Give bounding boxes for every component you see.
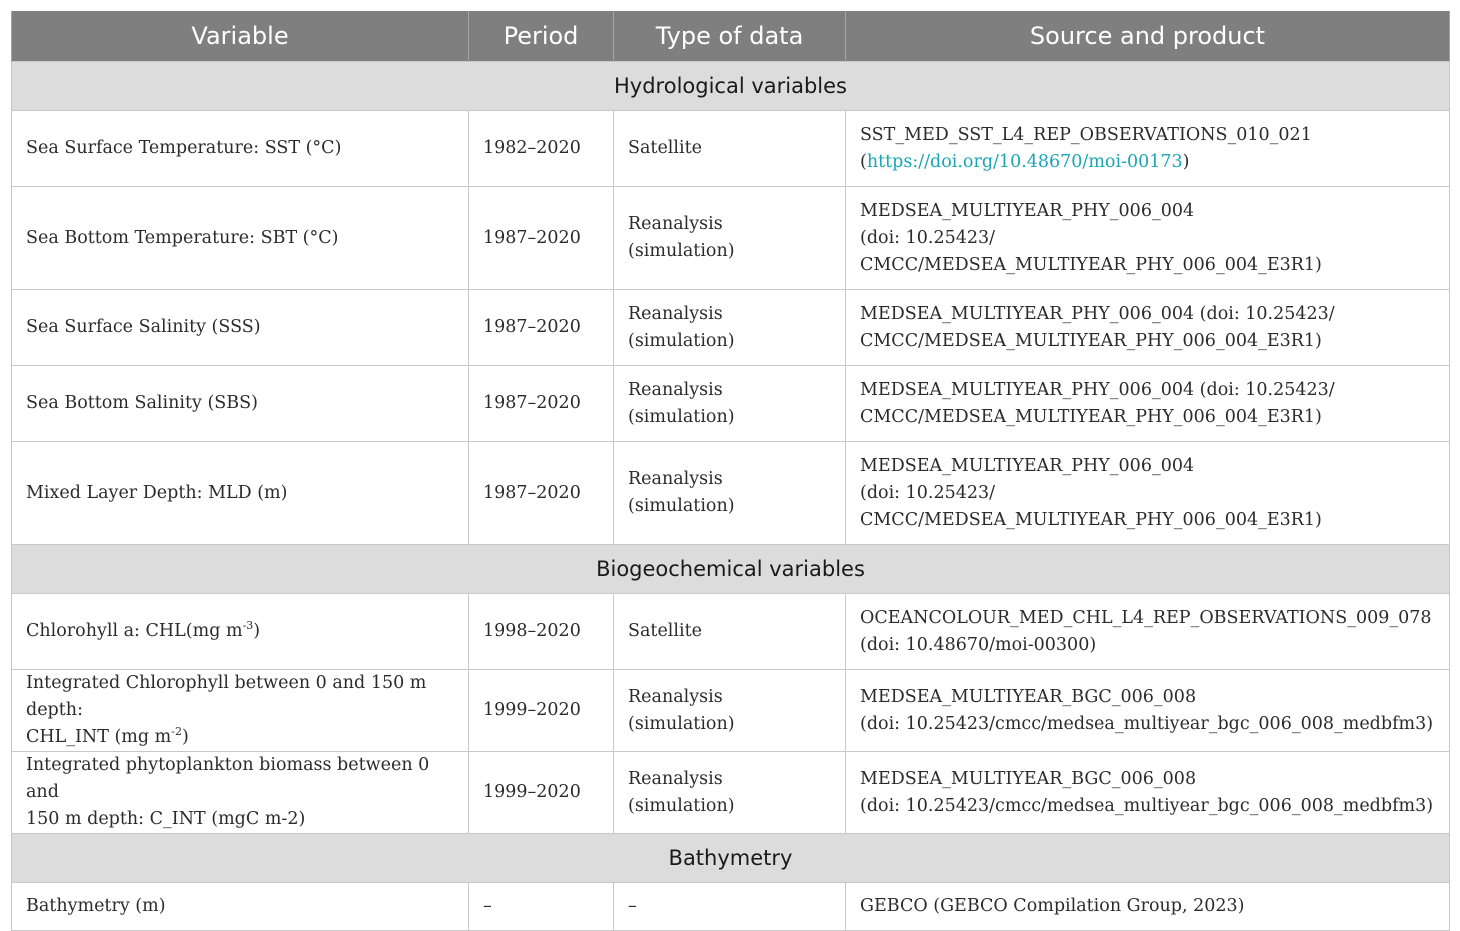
source-line: OCEANCOLOUR_MED_CHL_L4_REP_OBSERVATIONS_009_078	[860, 607, 1432, 628]
type-cell: Reanalysis (simulation)	[614, 187, 846, 290]
header-source-and-product: Source and product	[846, 11, 1450, 62]
section-title: Biogeochemical variables	[12, 545, 1450, 594]
source-line: MEDSEA_MULTIYEAR_BGC_006_008	[860, 768, 1197, 789]
section-row-biogeochemical	[12, 545, 1450, 594]
header-row	[12, 11, 1450, 62]
type-cell: Reanalysis (simulation)	[614, 366, 846, 442]
variable-text-end: )	[253, 621, 261, 641]
source-line: CMCC/MEDSEA_MULTIYEAR_PHY_006_004_E3R1)	[860, 509, 1322, 530]
source-line: (doi: 10.25423/cmcc/medsea_multiyear_bgc_006_008_medbfm3)	[860, 713, 1434, 734]
table-row	[12, 594, 1450, 670]
data-sources-table	[11, 11, 1450, 931]
period-cell: 1987–2020	[469, 290, 614, 366]
period-cell: 1987–2020	[469, 187, 614, 290]
source-cell	[846, 187, 1450, 290]
header-period: Period	[469, 11, 614, 62]
period-cell: 1987–2020	[469, 442, 614, 545]
variable-text: CHL_INT (mg m	[26, 727, 172, 747]
source-line	[860, 149, 1437, 176]
period-cell: –	[469, 883, 614, 931]
table-row	[12, 670, 1450, 752]
variable-line	[26, 724, 456, 751]
variable-cell	[12, 594, 469, 670]
section-row-bathymetry	[12, 834, 1450, 883]
unit-exponent: -3	[242, 619, 254, 633]
source-line: MEDSEA_MULTIYEAR_PHY_006_004 (doi: 10.25423/	[860, 303, 1335, 324]
source-line: CMCC/MEDSEA_MULTIYEAR_PHY_006_004_E3R1)	[860, 406, 1322, 427]
source-cell	[846, 290, 1450, 366]
doi-link[interactable]: https://doi.org/10.48670/moi-00173	[866, 151, 1183, 172]
variable-line: Integrated phytoplankton biomass between 0 and	[26, 755, 430, 802]
header-variable: Variable	[12, 11, 469, 62]
type-cell: Satellite	[614, 594, 846, 670]
source-cell	[846, 670, 1450, 752]
period-cell: 1987–2020	[469, 366, 614, 442]
variable-cell: Sea Surface Temperature: SST (°C)	[12, 111, 469, 187]
source-line: MEDSEA_MULTIYEAR_PHY_006_004	[860, 455, 1195, 476]
section-title: Bathymetry	[12, 834, 1450, 883]
type-cell: –	[614, 883, 846, 931]
variable-line: Integrated Chlorophyll between 0 and 150 m depth:	[26, 673, 427, 720]
variable-cell	[12, 670, 469, 752]
data-sources-table-container	[11, 11, 1449, 931]
period-cell: 1982–2020	[469, 111, 614, 187]
table-row	[12, 111, 1450, 187]
period-cell: 1999–2020	[469, 670, 614, 752]
source-line: MEDSEA_MULTIYEAR_PHY_006_004 (doi: 10.25423/	[860, 379, 1335, 400]
period-cell: 1998–2020	[469, 594, 614, 670]
variable-cell: Sea Bottom Salinity (SBS)	[12, 366, 469, 442]
variable-text-end: )	[181, 727, 189, 747]
source-line: (doi: 10.48670/moi-00300)	[860, 634, 1097, 655]
type-cell: Reanalysis (simulation)	[614, 290, 846, 366]
variable-cell: Mixed Layer Depth: MLD (m)	[12, 442, 469, 545]
section-title: Hydrological variables	[12, 62, 1450, 111]
source-cell	[846, 366, 1450, 442]
table-header	[12, 11, 1450, 62]
source-line: (doi: 10.25423/	[860, 482, 996, 503]
variable-cell: Sea Surface Salinity (SSS)	[12, 290, 469, 366]
source-line: (doi: 10.25423/	[860, 227, 996, 248]
source-cell	[846, 883, 1450, 931]
source-line: GEBCO (GEBCO Compilation Group, 2023)	[860, 896, 1245, 916]
source-cell	[846, 752, 1450, 834]
table-row	[12, 442, 1450, 545]
paren-open: (	[860, 151, 867, 172]
table-row	[12, 883, 1450, 931]
source-line: (doi: 10.25423/cmcc/medsea_multiyear_bgc_006_008_medbfm3)	[860, 795, 1434, 816]
source-line: CMCC/MEDSEA_MULTIYEAR_PHY_006_004_E3R1)	[860, 330, 1322, 351]
source-cell	[846, 594, 1450, 670]
type-cell: Satellite	[614, 111, 846, 187]
source-line: CMCC/MEDSEA_MULTIYEAR_PHY_006_004_E3R1)	[860, 254, 1322, 275]
type-cell: Reanalysis (simulation)	[614, 442, 846, 545]
table-body	[12, 62, 1450, 931]
source-cell	[846, 111, 1450, 187]
variable-text: Chlorohyll a: CHL(mg m	[26, 621, 243, 641]
variable-cell: Bathymetry (m)	[12, 883, 469, 931]
table-row	[12, 290, 1450, 366]
source-line: MEDSEA_MULTIYEAR_PHY_006_004	[860, 200, 1195, 221]
source-line: MEDSEA_MULTIYEAR_BGC_006_008	[860, 686, 1197, 707]
variable-cell	[12, 752, 469, 834]
table-row	[12, 752, 1450, 834]
table-row	[12, 187, 1450, 290]
unit-exponent: -2	[171, 725, 182, 739]
header-type-of-data: Type of data	[614, 11, 846, 62]
type-cell: Reanalysis (simulation)	[614, 670, 846, 752]
table-row	[12, 366, 1450, 442]
variable-line: 150 m depth: C_INT (mgC m-2)	[26, 809, 306, 829]
variable-cell: Sea Bottom Temperature: SBT (°C)	[12, 187, 469, 290]
section-row-hydrological	[12, 62, 1450, 111]
source-line: SST_MED_SST_L4_REP_OBSERVATIONS_010_021	[860, 124, 1312, 145]
type-cell: Reanalysis (simulation)	[614, 752, 846, 834]
source-cell	[846, 442, 1450, 545]
paren-close: )	[1182, 151, 1190, 172]
period-cell: 1999–2020	[469, 752, 614, 834]
